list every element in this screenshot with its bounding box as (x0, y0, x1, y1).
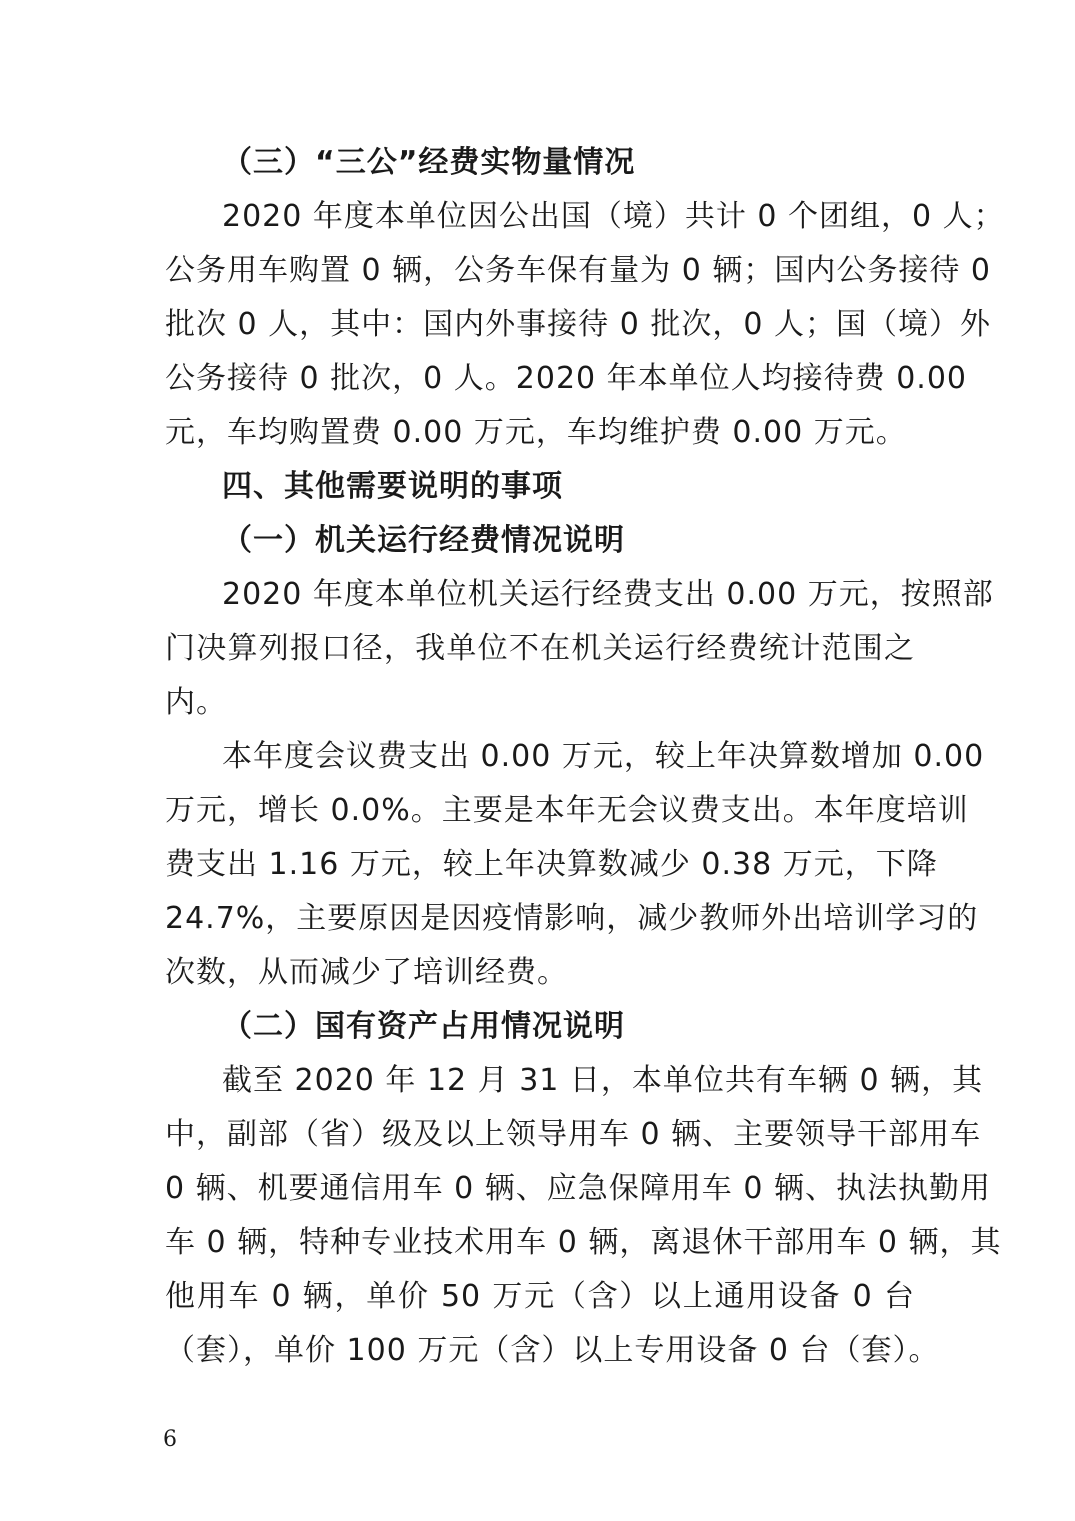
subsection-heading-1: （一）机关运行经费情况说明 (222, 523, 625, 558)
paragraph-line: 2020 年度本单位机关运行经费支出 0.00 万元，按照部 (222, 577, 994, 612)
paragraph-line: 截至 2020 年 12 月 31 日，本单位共有车辆 0 辆，其 (222, 1063, 984, 1098)
paragraph-line: （套），单价 100 万元（含）以上专用设备 0 台（套）。 (165, 1333, 940, 1368)
paragraph-line: 万元，增长 0.0%。主要是本年无会议费支出。本年度培训 (165, 793, 969, 828)
paragraph-line: 内。 (165, 685, 227, 720)
paragraph-line: 0 辆、机要通信用车 0 辆、应急保障用车 0 辆、执法执勤用 (165, 1171, 991, 1206)
paragraph-line: 门决算列报口径，我单位不在机关运行经费统计范围之 (165, 631, 915, 666)
paragraph-line: 批次 0 人，其中：国内外事接待 0 批次，0 人；国（境）外 (165, 307, 991, 342)
paragraph-line: 24.7%，主要原因是因疫情影响，减少教师外出培训学习的 (165, 901, 979, 936)
paragraph-line: 元，车均购置费 0.00 万元，车均维护费 0.00 万元。 (165, 415, 907, 450)
paragraph-line: 次数，从而减少了培训经费。 (165, 955, 568, 990)
section-heading-4: 四、其他需要说明的事项 (222, 469, 563, 504)
section-heading-3: （三）“三公”经费实物量情况 (222, 145, 636, 180)
paragraph-line: 2020 年度本单位因公出国（境）共计 0 个团组，0 人； (222, 199, 1005, 234)
paragraph-line: 中，副部（省）级及以上领导用车 0 辆、主要领导干部用车 (165, 1117, 982, 1152)
paragraph-line: 车 0 辆，特种专业技术用车 0 辆，离退休干部用车 0 辆，其 (165, 1225, 1002, 1260)
paragraph-line: 公务接待 0 批次，0 人。2020 年本单位人均接待费 0.00 (165, 361, 967, 396)
paragraph-line: 公务用车购置 0 辆，公务车保有量为 0 辆；国内公务接待 0 (165, 253, 991, 288)
page-number: 6 (163, 1427, 177, 1452)
paragraph-line: 他用车 0 辆，单价 50 万元（含）以上通用设备 0 台 (165, 1279, 915, 1314)
paragraph-line: 本年度会议费支出 0.00 万元，较上年决算数增加 0.00 (222, 739, 985, 774)
paragraph-line: 费支出 1.16 万元，较上年决算数减少 0.38 万元，下降 (165, 847, 938, 882)
subsection-heading-2: （二）国有资产占用情况说明 (222, 1009, 625, 1044)
